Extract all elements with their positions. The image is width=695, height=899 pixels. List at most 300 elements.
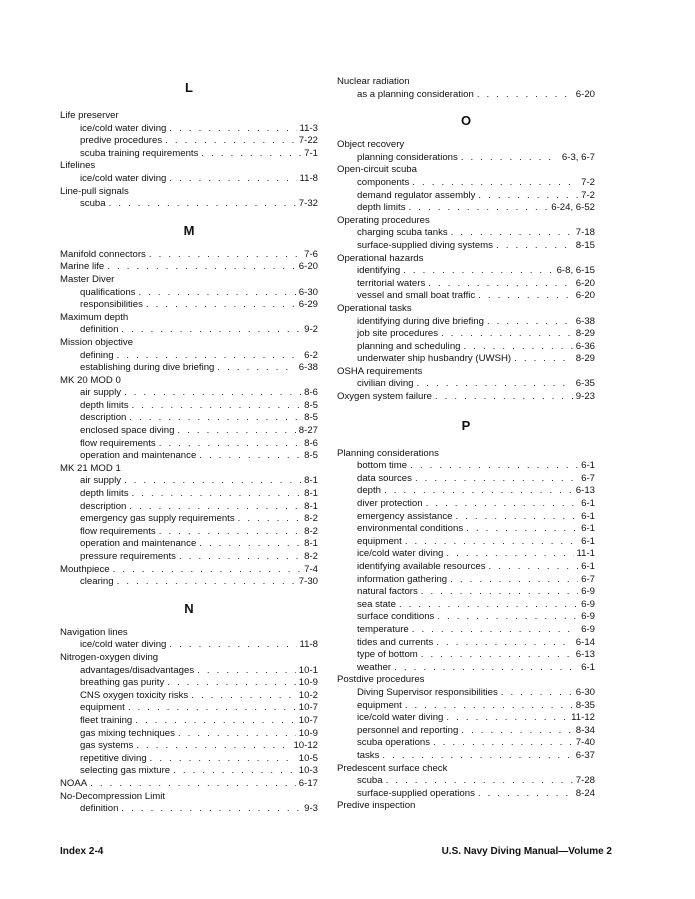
entry-term: gas mixing techniques: [80, 727, 175, 739]
entry-term: depth limits: [357, 202, 406, 214]
dot-leader: [199, 538, 301, 551]
entry-term: Nuclear radiation: [337, 76, 410, 87]
dot-leader: [177, 425, 295, 438]
index-subentry: [60, 362, 318, 375]
index-entry: [337, 674, 595, 687]
dot-leader: [173, 765, 296, 778]
index-subentry: [60, 123, 318, 136]
entry-term: MK 21 MOD 1: [60, 462, 121, 474]
entry-page-ref: 11-3: [299, 122, 318, 134]
entry-term: operation and maintenance: [80, 450, 197, 462]
index-entry: [60, 778, 318, 791]
entry-page-ref: 10-7: [298, 702, 318, 714]
index-subentry: [60, 690, 318, 703]
entry-term: Mouthpiece: [60, 563, 110, 575]
index-subentry: [337, 624, 595, 637]
dot-leader: [394, 662, 578, 675]
entry-term: ice/cold water diving: [80, 172, 167, 184]
entry-term: Navigation lines: [60, 626, 128, 638]
dot-leader: [412, 177, 578, 190]
dot-leader: [405, 700, 573, 713]
entry-page-ref: 8-15: [575, 239, 595, 251]
index-subentry: [60, 665, 318, 678]
entry-page-ref: 11-8: [299, 639, 318, 651]
entry-page-ref: 6-29: [298, 299, 318, 311]
index-subentry: [60, 299, 318, 312]
entry-term: Lifelines: [60, 160, 96, 172]
dot-leader: [455, 511, 578, 524]
dot-leader: [169, 639, 296, 652]
index-subentry: [337, 328, 595, 341]
index-column-left: [60, 76, 318, 816]
entry-term: Line-pull signals: [60, 185, 129, 197]
index-entry: [337, 366, 595, 379]
dot-leader: [489, 561, 579, 574]
dot-leader: [199, 450, 301, 463]
entry-term: equipment: [80, 702, 125, 714]
dot-leader: [441, 328, 573, 341]
entry-term: gas systems: [80, 740, 134, 752]
entry-term: establishing during dive briefing: [80, 362, 215, 374]
dot-leader: [191, 690, 296, 703]
entry-term: natural factors: [357, 586, 418, 598]
dot-leader: [129, 412, 301, 425]
entry-page-ref: 8-6: [304, 387, 318, 399]
entry-page-ref: 8-24: [575, 787, 595, 799]
dot-leader: [428, 278, 573, 291]
entry-term: Marine life: [60, 261, 105, 273]
entry-page-ref: 7-6: [304, 248, 318, 260]
entry-term: Oxygen system failure: [337, 391, 432, 403]
entry-term: operation and maintenance: [80, 538, 197, 550]
index-subentry: [60, 526, 318, 539]
dot-leader: [463, 341, 572, 354]
entry-term: information gathering: [357, 573, 448, 585]
entry-term: responsibilities: [80, 299, 143, 311]
dot-leader: [446, 712, 568, 725]
index-subentry: [337, 662, 595, 675]
dot-leader: [146, 299, 296, 312]
entry-page-ref: 8-27: [298, 425, 318, 437]
entry-term: identifying during dive briefing: [357, 315, 484, 327]
dot-leader: [399, 599, 578, 612]
entry-page-ref: 8-1: [304, 538, 318, 550]
entry-term: vessel and small boat traffic: [357, 290, 476, 302]
dot-leader: [415, 473, 578, 486]
index-subentry: [60, 753, 318, 766]
entry-term: advantages/disadvantages: [80, 664, 195, 676]
index-subentry: [60, 287, 318, 300]
index-subentry: [60, 425, 318, 438]
entry-term: qualifications: [80, 286, 136, 298]
entry-term: equipment: [357, 699, 402, 711]
entry-term: ice/cold water diving: [80, 122, 167, 134]
entry-page-ref: 6-24, 6-52: [551, 202, 595, 214]
index-subentry: [60, 576, 318, 589]
entry-term: tasks: [357, 749, 380, 761]
index-entry: [60, 564, 318, 577]
entry-term: depth limits: [80, 399, 129, 411]
entry-term: Predescent surface check: [337, 762, 448, 774]
entry-page-ref: 6-1: [581, 510, 595, 522]
entry-term: Postdive procedures: [337, 674, 425, 686]
dot-leader: [421, 586, 578, 599]
dot-leader: [121, 803, 301, 816]
dot-leader: [197, 665, 296, 678]
entry-term: planning considerations: [357, 151, 458, 163]
entry-term: pressure requirements: [80, 551, 176, 562]
entry-page-ref: 6-20: [575, 88, 595, 100]
dot-leader: [159, 438, 301, 451]
index-subentry: [337, 460, 595, 473]
index-subentry: [337, 278, 595, 291]
index-subentry: [337, 152, 595, 165]
entry-term: Nitrogen-oxygen diving: [60, 651, 159, 663]
entry-page-ref: 6-9: [581, 611, 595, 623]
entry-term: selecting gas mixture: [80, 765, 171, 777]
index-subentry: [337, 378, 595, 391]
dot-leader: [426, 498, 579, 511]
entry-term: scuba: [357, 775, 383, 787]
entry-term: fleet training: [80, 714, 133, 726]
entry-term: definition: [80, 803, 119, 815]
entry-page-ref: 7-4: [304, 563, 318, 575]
index-subentry: [60, 173, 318, 186]
dot-leader: [478, 190, 578, 203]
entry-page-ref: 6-37: [575, 749, 595, 761]
entry-page-ref: 6-20: [575, 277, 595, 289]
index-subentry: [60, 677, 318, 690]
dot-leader: [466, 523, 578, 536]
dot-leader: [437, 611, 578, 624]
dot-leader: [124, 475, 301, 488]
index-subentry: [60, 135, 318, 148]
entry-page-ref: 6-9: [581, 598, 595, 610]
entry-term: description: [80, 412, 127, 424]
index-column-right: [337, 76, 595, 813]
index-subentry: [60, 740, 318, 753]
entry-term: civilian diving: [357, 378, 414, 390]
entry-term: personnel and reporting: [357, 724, 459, 736]
dot-leader: [201, 148, 301, 161]
entry-term: components: [357, 176, 410, 188]
entry-term: scuba: [80, 198, 106, 210]
entry-term: Planning considerations: [337, 447, 439, 459]
entry-term: ice/cold water diving: [357, 548, 444, 560]
index-subentry: [337, 599, 595, 612]
entry-page-ref: 8-2: [304, 525, 318, 537]
entry-page-ref: 6-36: [575, 340, 595, 352]
entry-term: ice/cold water diving: [357, 712, 444, 724]
entry-page-ref: 8-35: [575, 699, 595, 711]
dot-leader: [136, 740, 290, 753]
index-subentry: [60, 538, 318, 551]
entry-term: identifying: [357, 265, 401, 277]
index-subentry: [337, 511, 595, 524]
index-subentry: [337, 611, 595, 624]
entry-page-ref: 8-29: [575, 328, 595, 340]
index-entry: [60, 261, 318, 274]
entry-term: predive procedures: [80, 135, 163, 147]
index-entry: [337, 215, 595, 228]
entry-term: equipment: [357, 535, 402, 547]
index-entry: [337, 139, 595, 152]
entry-page-ref: 10-9: [298, 677, 318, 689]
entry-term: depth limits: [80, 488, 129, 500]
index-subentry: [337, 190, 595, 203]
section-letter-m: M: [183, 222, 195, 238]
index-subentry: [60, 198, 318, 211]
dot-leader: [451, 227, 573, 240]
dot-leader: [421, 649, 573, 662]
entry-page-ref: 9-2: [304, 324, 318, 336]
index-entry: [337, 391, 595, 404]
entry-page-ref: 9-3: [304, 803, 318, 815]
entry-page-ref: 10-12: [293, 740, 318, 752]
entry-page-ref: 7-30: [298, 576, 318, 588]
index-entry: [60, 627, 318, 640]
dot-leader: [384, 485, 573, 498]
index-entry: [60, 463, 318, 476]
index-subentry: [337, 700, 595, 713]
dot-leader: [132, 400, 302, 413]
dot-leader: [129, 501, 301, 514]
index-subentry: [337, 725, 595, 738]
entry-term: scuba operations: [357, 737, 431, 749]
entry-term: Object recovery: [337, 139, 405, 151]
dot-leader: [124, 387, 301, 400]
entry-page-ref: 7-28: [575, 775, 595, 787]
dot-leader: [461, 152, 559, 165]
dot-leader: [167, 677, 296, 690]
entry-page-ref: 8-5: [304, 450, 318, 462]
entry-term: sea state: [357, 598, 396, 610]
entry-page-ref: 6-1: [581, 460, 595, 472]
entry-term: air supply: [80, 387, 122, 399]
index-entry: [60, 160, 318, 173]
entry-page-ref: 6-13: [575, 649, 595, 661]
index-subentry: [337, 775, 595, 788]
dot-leader: [501, 687, 573, 700]
entry-term: environmental conditions: [357, 523, 464, 535]
entry-term: Life preserver: [60, 110, 119, 121]
index-entry: [60, 652, 318, 665]
index-subentry: [337, 548, 595, 561]
entry-page-ref: 6-7: [581, 472, 595, 484]
dot-leader: [109, 198, 296, 211]
dot-leader: [386, 775, 573, 788]
entry-term: breathing gas purity: [80, 677, 165, 689]
dot-leader: [132, 488, 302, 501]
index-entry: [60, 110, 318, 123]
entry-page-ref: 7-18: [575, 227, 595, 239]
entry-term: OSHA requirements: [337, 365, 423, 377]
dot-leader: [409, 202, 549, 215]
index-subentry: [60, 350, 318, 363]
index-subentry: [337, 737, 595, 750]
entry-term: Operating procedures: [337, 214, 430, 226]
index-entry: [60, 274, 318, 287]
entry-term: surface-supplied diving systems: [357, 239, 493, 251]
index-subentry: [60, 513, 318, 526]
dot-leader: [478, 290, 573, 303]
entry-term: NOAA: [60, 777, 88, 789]
entry-page-ref: 7-40: [575, 737, 595, 749]
entry-page-ref: 10-9: [298, 727, 318, 739]
entry-term: job site procedures: [357, 328, 439, 340]
entry-page-ref: 6-14: [575, 636, 595, 648]
index-subentry: [60, 412, 318, 425]
index-subentry: [337, 240, 595, 253]
entry-page-ref: 7-2: [581, 189, 595, 201]
entry-page-ref: 6-30: [298, 286, 318, 298]
index-subentry: [337, 536, 595, 549]
index-subentry: [337, 561, 595, 574]
section-letter-o: O: [460, 113, 472, 129]
entry-page-ref: 6-38: [575, 315, 595, 327]
index-subentry: [337, 485, 595, 498]
index-subentry: [337, 227, 595, 240]
entry-term: bottom time: [357, 460, 408, 472]
entry-term: type of bottom: [357, 649, 418, 661]
index-entry: [60, 791, 318, 804]
entry-term: Predive inspection: [337, 800, 416, 812]
section-letter-n: N: [184, 600, 194, 616]
entry-term: weather: [357, 661, 392, 673]
entry-page-ref: 6-9: [581, 586, 595, 598]
entry-page-ref: 9-23: [575, 391, 595, 403]
dot-leader: [450, 574, 578, 587]
entry-term: Diving Supervisor responsibilities: [357, 686, 498, 698]
index-subentry: [337, 574, 595, 587]
entry-page-ref: 6-13: [575, 485, 595, 497]
index-subentry: [60, 488, 318, 501]
entry-page-ref: 8-2: [304, 513, 318, 525]
entry-page-ref: 8-5: [304, 412, 318, 424]
entry-term: defining: [80, 349, 114, 361]
index-subentry: [337, 649, 595, 662]
index-subentry: [60, 765, 318, 778]
dot-leader: [417, 378, 573, 391]
entry-term: identifying available resources: [357, 561, 486, 572]
entry-page-ref: 11-12: [571, 712, 595, 724]
dot-leader: [382, 750, 572, 763]
dot-leader: [165, 135, 296, 148]
index-subentry: [337, 265, 595, 278]
dot-leader: [149, 249, 301, 262]
index-entry: [337, 303, 595, 316]
entry-term: Maximum depth: [60, 311, 129, 323]
entry-page-ref: 8-34: [575, 724, 595, 736]
index-subentry: [337, 687, 595, 700]
entry-page-ref: 6-3, 6-7: [561, 151, 595, 163]
index-subentry: [60, 387, 318, 400]
dot-leader: [107, 261, 296, 274]
index-subentry: [337, 473, 595, 486]
entry-page-ref: 8-1: [304, 500, 318, 512]
entry-page-ref: 6-20: [575, 290, 595, 302]
entry-term: Master Diver: [60, 273, 115, 285]
dot-leader: [405, 536, 578, 549]
index-subentry: [337, 498, 595, 511]
index-subentry: [60, 438, 318, 451]
index-subentry: [60, 450, 318, 463]
entry-term: ice/cold water diving: [80, 639, 167, 651]
entry-term: tides and currents: [357, 636, 434, 648]
entry-page-ref: 6-30: [575, 686, 595, 698]
dot-leader: [514, 353, 573, 366]
index-subentry: [337, 89, 595, 102]
index-subentry: [60, 324, 318, 337]
index-subentry: [60, 728, 318, 741]
entry-page-ref: 6-38: [298, 362, 318, 374]
entry-page-ref: 7-32: [298, 198, 318, 210]
index-subentry: [60, 639, 318, 652]
entry-term: planning and scheduling: [357, 340, 461, 352]
dot-leader: [435, 391, 573, 404]
entry-term: Manifold connectors: [60, 248, 146, 260]
entry-term: air supply: [80, 475, 122, 487]
entry-page-ref: 10-5: [298, 752, 318, 764]
dot-leader: [217, 362, 295, 375]
index-subentry: [337, 177, 595, 190]
entry-term: Mission objective: [60, 336, 134, 348]
dot-leader: [135, 715, 296, 728]
index-subentry: [337, 712, 595, 725]
entry-page-ref: 8-29: [575, 353, 595, 365]
dot-leader: [117, 350, 302, 363]
dot-leader: [403, 265, 553, 278]
entry-page-ref: 6-35: [575, 378, 595, 390]
entry-term: charging scuba tanks: [357, 227, 448, 239]
index-subentry: [337, 341, 595, 354]
entry-term: data sources: [357, 472, 412, 484]
dot-leader: [436, 637, 573, 650]
entry-term: definition: [80, 324, 119, 336]
index-subentry: [60, 400, 318, 413]
entry-page-ref: 6-20: [298, 261, 318, 273]
entry-term: territorial waters: [357, 277, 426, 289]
index-entry: [337, 800, 595, 813]
entry-term: surface conditions: [357, 611, 435, 623]
dot-leader: [179, 551, 301, 564]
entry-term: scuba training requirements: [80, 147, 199, 159]
index-entry: [337, 76, 595, 89]
index-subentry: [337, 202, 595, 215]
dot-leader: [412, 624, 578, 637]
entry-page-ref: 6-1: [581, 535, 595, 547]
index-entry: [337, 763, 595, 776]
entry-page-ref: 7-2: [581, 176, 595, 188]
entry-page-ref: 7-1: [304, 147, 318, 159]
entry-term: description: [80, 500, 127, 512]
section-letter-l: L: [185, 80, 193, 95]
dot-leader: [461, 725, 572, 738]
index-entry: [60, 186, 318, 199]
index-subentry: [60, 551, 318, 564]
dot-leader: [169, 173, 296, 186]
index-subentry: [60, 702, 318, 715]
index-subentry: [337, 290, 595, 303]
entry-term: No-Decompression Limit: [60, 790, 166, 802]
index-subentry: [337, 637, 595, 650]
entry-term: emergency gas supply requirements: [80, 513, 235, 525]
footer-manual-title: U.S. Navy Diving Manual—Volume 2: [441, 846, 612, 857]
index-entry: [337, 253, 595, 266]
index-entry: [337, 448, 595, 461]
entry-page-ref: 6-1: [581, 498, 595, 510]
index-subentry: [337, 316, 595, 329]
